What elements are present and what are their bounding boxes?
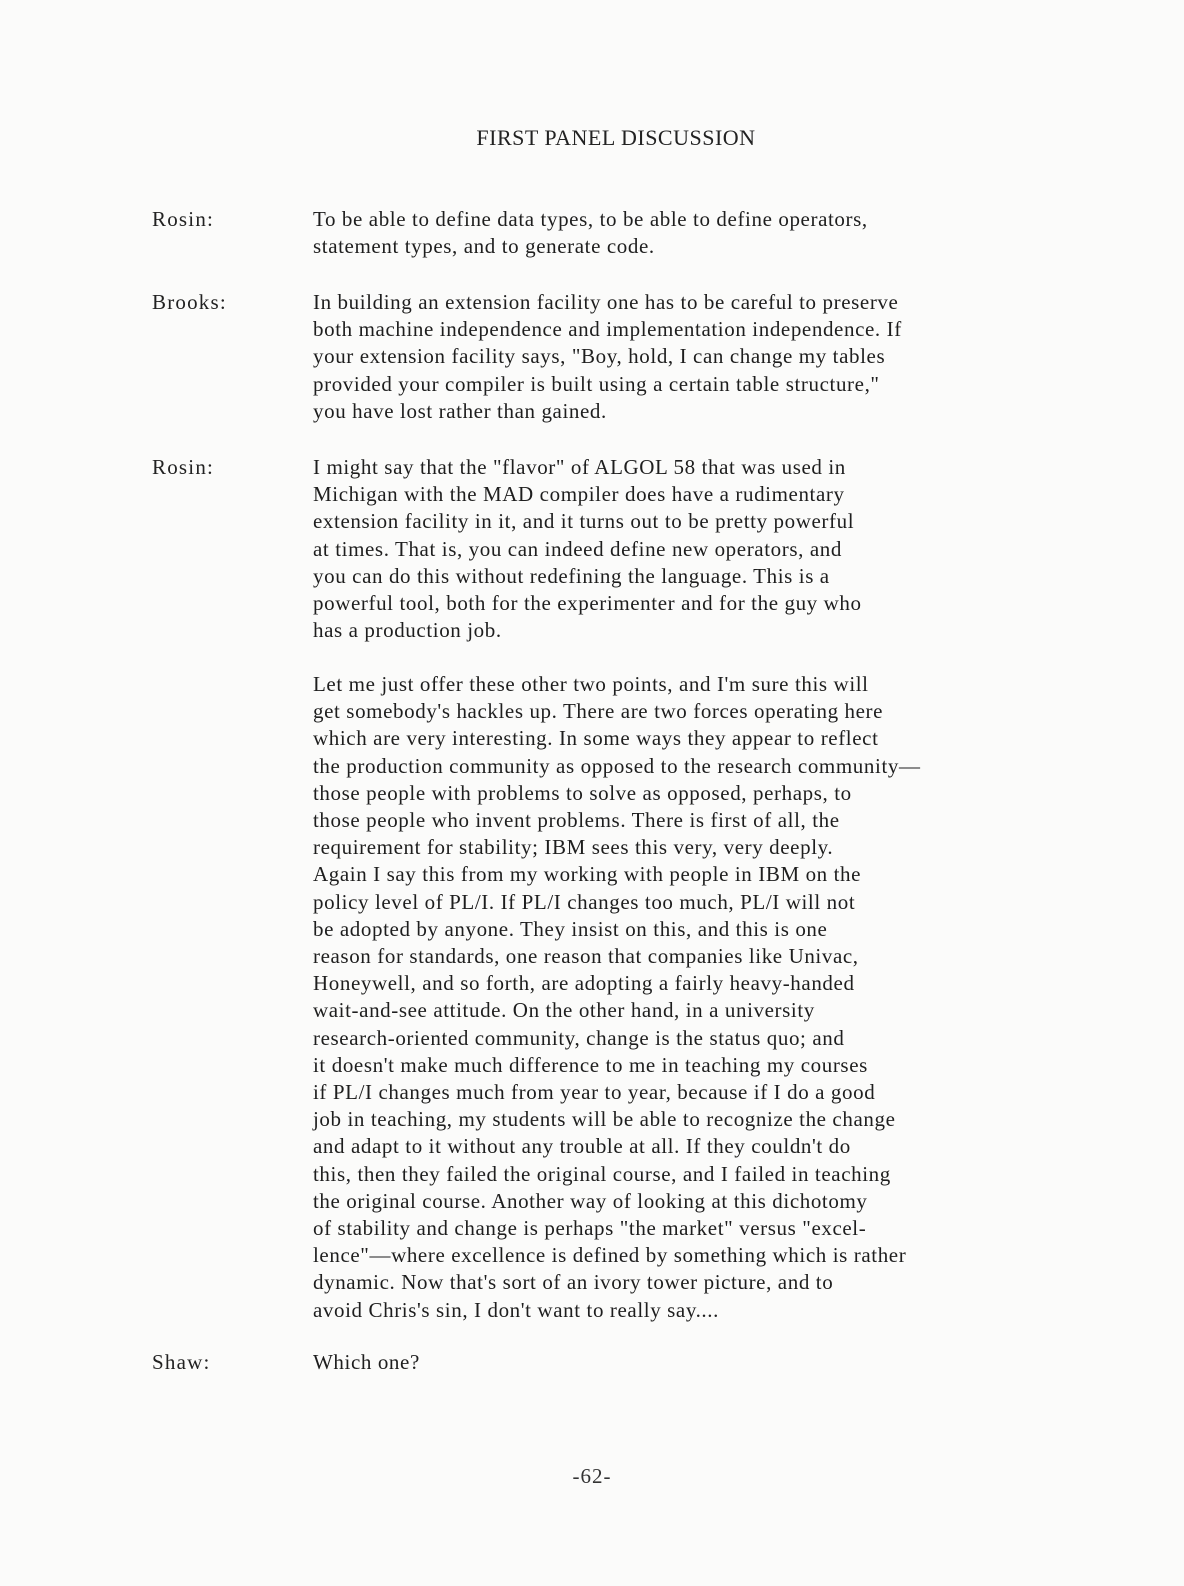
text-line: which are very interesting. In some ways they appear to reflect (313, 726, 879, 751)
text-line: those people with problems to solve as opposed, perhaps, to (313, 780, 852, 805)
text-line: Michigan with the MAD compiler does have a rudimentary (313, 482, 845, 507)
text-line: policy level of PL/I. If PL/I changes too much, PL/I will not (313, 889, 856, 914)
text-line: research-oriented community, change is the status quo; and (313, 1025, 845, 1050)
text-line: both machine independence and implementation independence. If (313, 317, 902, 342)
text-line: dynamic. Now that's sort of an ivory tower picture, and to (313, 1270, 834, 1295)
text-line: lence"—where excellence is defined by something which is rather (313, 1243, 907, 1268)
text-line: In building an extension facility one has to be careful to preserve (313, 290, 899, 314)
speaker-label: Rosin: (152, 455, 215, 479)
text-line: if PL/I changes much from year to year, because if I do a good (313, 1080, 876, 1105)
text-line: those people who invent problems. There is first of all, the (313, 808, 840, 833)
speech-paragraph (313, 289, 1113, 425)
text-line: be adopted by anyone. They insist on this, and this is one (313, 916, 828, 941)
page-title: FIRST PANEL DISCUSSION (476, 125, 756, 150)
text-line: job in teaching, my students will be able to recognize the change (313, 1107, 896, 1132)
text-line: To be able to define data types, to be able to define operators, (313, 207, 868, 231)
speaker-label: Brooks: (152, 290, 227, 314)
text-line: Honeywell, and so forth, are adopting a fairly heavy-handed (313, 971, 855, 996)
text-line: and adapt to it without any trouble at all. If they couldn't do (313, 1134, 851, 1159)
speech-paragraph (313, 1349, 1113, 1376)
page-number: -62- (572, 1464, 612, 1488)
text-line: Again I say this from my working with people in IBM on the (313, 862, 862, 887)
text-line: reason for standards, one reason that companies like Univac, (313, 944, 859, 969)
speech-paragraph (313, 671, 1113, 1324)
text-line: provided your compiler is built using a certain table structure," (313, 371, 880, 396)
text-line: you have lost rather than gained. (313, 398, 607, 423)
text-line: Let me just offer these other two points, and I'm sure this will (313, 672, 869, 696)
text-line: get somebody's hackles up. There are two forces operating here (313, 699, 884, 724)
text-line: this, then they failed the original course, and I failed in teaching (313, 1161, 891, 1186)
speech-paragraph (313, 206, 1113, 260)
text-line: your extension facility says, "Boy, hold, I can change my tables (313, 344, 886, 369)
speech-paragraph (313, 454, 1113, 644)
text-line: it doesn't make much difference to me in teaching my courses (313, 1052, 868, 1077)
text-line: wait-and-see attitude. On the other hand, in a university (313, 998, 815, 1023)
text-line: extension facility in it, and it turns out to be pretty powerful (313, 509, 855, 534)
text-line: requirement for stability; IBM sees this very, very deeply. (313, 835, 834, 860)
speaker-label: Shaw: (152, 1350, 211, 1374)
text-line: has a production job. (313, 618, 502, 643)
text-line: at times. That is, you can indeed define new operators, and (313, 536, 842, 561)
text-line: of stability and change is perhaps "the market" versus "excel- (313, 1216, 867, 1241)
text-line: powerful tool, both for the experimenter and for the guy who (313, 591, 862, 616)
text-line: the original course. Another way of looking at this dichotomy (313, 1188, 868, 1213)
text-line: Which one? (313, 1350, 420, 1374)
text-line: the production community as opposed to the research community— (313, 753, 921, 778)
text-line: I might say that the "flavor" of ALGOL 58 that was used in (313, 455, 846, 479)
text-line: avoid Chris's sin, I don't want to really say.... (313, 1297, 719, 1322)
text-line: you can do this without redefining the language. This is a (313, 563, 830, 588)
text-line: statement types, and to generate code. (313, 234, 655, 259)
speaker-label: Rosin: (152, 207, 215, 231)
